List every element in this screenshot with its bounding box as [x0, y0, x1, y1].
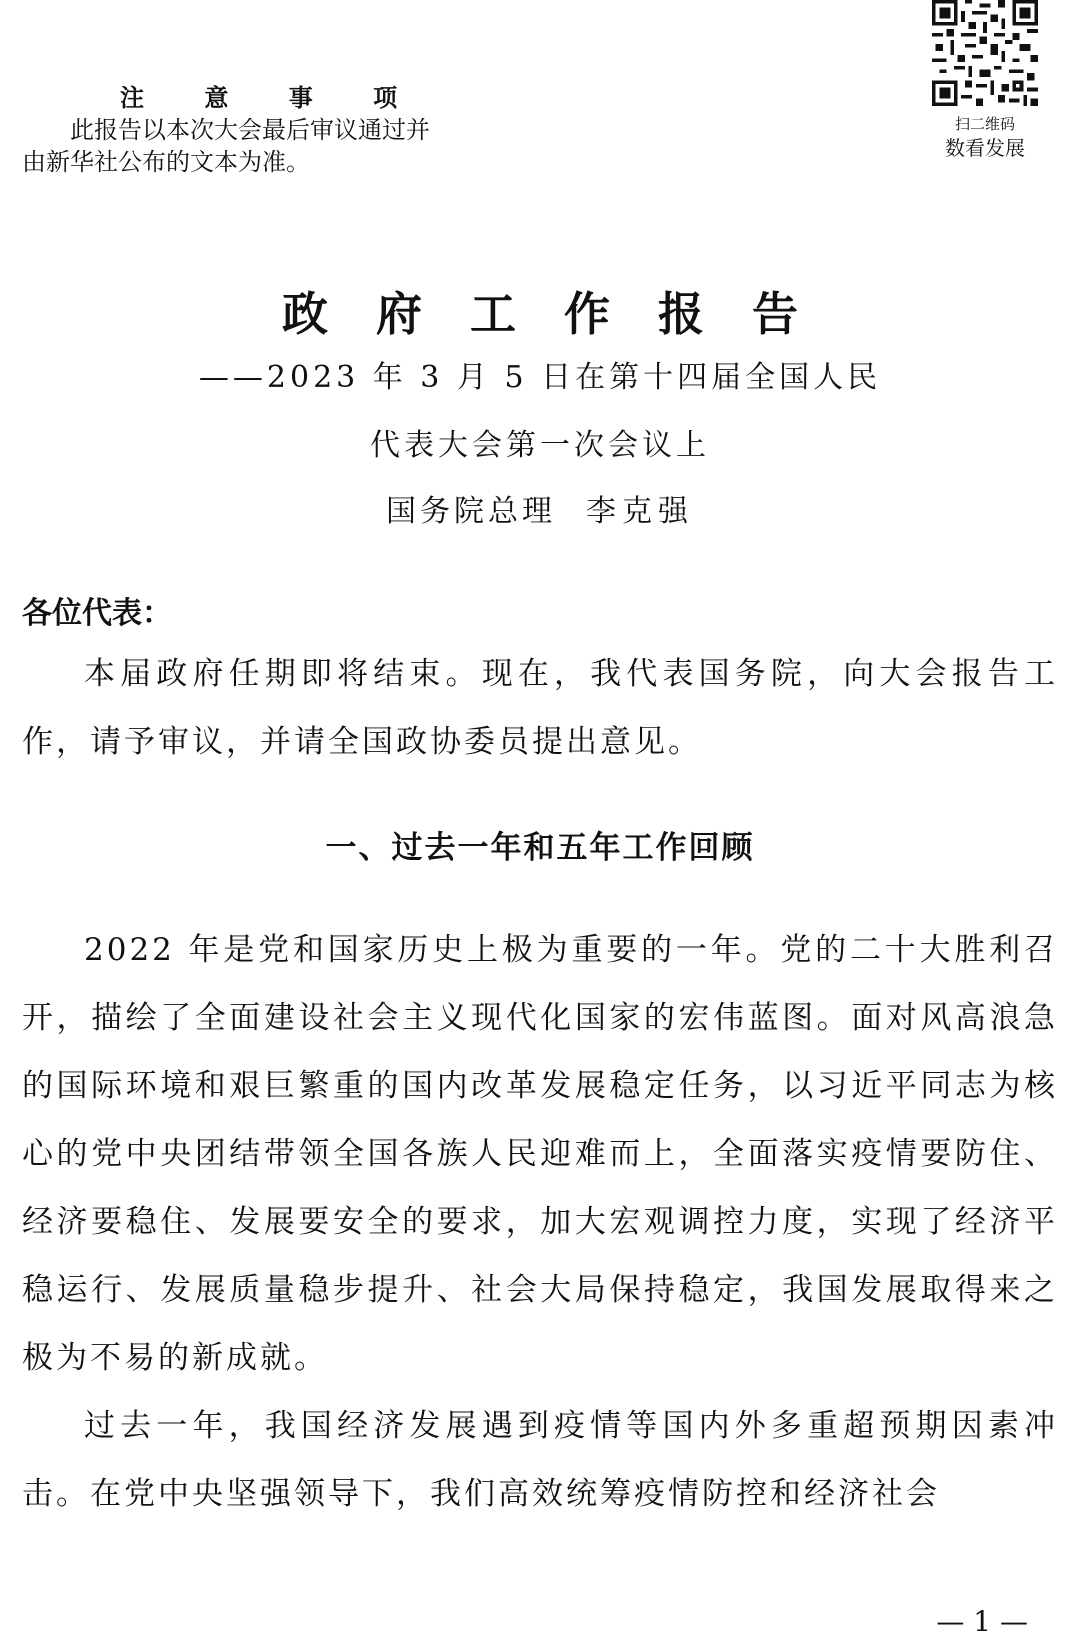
page-number: — 1 — — [936, 1605, 1028, 1638]
paragraph-intro: 本届政府任期即将结束。现在，我代表国务院，向大会报告工作，请予审议，并请全国政协委员提出意见。 — [22, 656, 1058, 760]
author-role: 国务院总理 — [386, 494, 556, 529]
paragraph-past-year: 过去一年，我国经济发展遇到疫情等国内外多重超预期因素冲击。在党中央坚强领导下，我们高效统筹疫情防控和经济社会 — [22, 1408, 1058, 1512]
notice-title: 注 意 事 项 — [120, 84, 424, 112]
qr-caption-scan: 扫二维码 — [954, 115, 1015, 133]
document-title: 政府工作报告 — [282, 287, 846, 341]
notice-block — [22, 82, 442, 178]
qr-code-block — [930, 0, 1040, 162]
subtitle-line-2: 代表大会第一次会议上 — [370, 428, 710, 463]
author-name: 李克强 — [586, 494, 694, 529]
subtitle-line-1: ——2023 年 3 月 5 日在第十四届全国人民 — [198, 360, 882, 395]
author-line — [0, 486, 1080, 530]
salutation: 各位代表： — [22, 596, 172, 631]
paragraph-2022-review: 2022 年是党和国家历史上极为重要的一年。党的二十大胜利召开，描绘了全面建设社会主义现代化国家的宏伟蓝图。面对风高浪急的国际环境和艰巨繁重的国内改革发展稳定任务，以习近平同志为核心的党中央团结带领全国各族人民迎难而上，全面落实疫情要防住、经济要稳住、发展要安全的要求，加大宏观调控力度，实现了经济平稳运行、发展质量稳步提升、社会大局保持稳定，我国发展取得来之极为不易的新成就。 — [22, 932, 1058, 1376]
section-heading: 一、过去一年和五年工作回顾 — [325, 830, 755, 866]
notice-body: 此报告以本次大会最后审议通过并由新华社公布的文本为准。 — [22, 116, 430, 176]
qr-caption-data: 数看发展 — [945, 136, 1025, 160]
qr-code-icon[interactable] — [932, 0, 1038, 106]
